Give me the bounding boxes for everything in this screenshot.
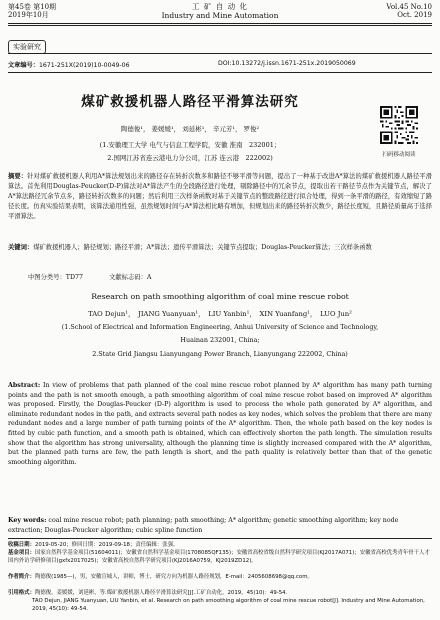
keywords-en-label: Key words: xyxy=(8,517,47,524)
artno-rule xyxy=(8,72,432,73)
header-rule xyxy=(8,23,432,24)
abstract-cn-label: 摘要： xyxy=(8,173,28,180)
paper-title-cn: 煤矿救援机器人路径平滑算法研究 xyxy=(81,94,299,110)
section-rule xyxy=(8,53,432,54)
clc-number: 中图分类号：TD77 xyxy=(28,274,84,281)
footnote-rule xyxy=(8,538,432,539)
abstract-cn xyxy=(8,172,432,222)
qr-code-icon xyxy=(380,106,418,144)
article-number: 文章编号：1671-251X(2019)10-0049-06 DOI:10.13272/j.issn.1671-251x.2019050069 xyxy=(8,60,356,69)
authors-en: TAO Dejun¹， JIANG Yuanyuan¹， LIU Yanbin¹， XIN Yuanfang¹， LUO Jun² xyxy=(88,310,352,318)
footnote-funding: 基金项目：国家自然科学基金项目(51604011)；安徽省自然科学基金项目(1708085QF135)；安徽省高校省级自然科学研究项目(KJ2017A071)；安徽省高校优秀青年骨干人才国内外访学研修项目(gxfx2017025)；安徽省高校自然科学研究项目(KJ2016A0759，KJ2019ZD12)。 xyxy=(8,550,430,564)
page-header xyxy=(0,0,440,22)
footnote-citation-en: TAO Dejun, JIANG Yuanyuan, LIU Yanbin, et al. Research on path smoothing algorithm of coal mine rescue robot[J]. Industry and Mine Automation, 2019, 45(10): 49-54. xyxy=(32,598,425,612)
abstract-en-text: In view of problems that path planned of the coal mine rescue robot planned by A* algorithm has many path turning points and the path is not smooth enough, a path smoothing algorithm of coal mine rescue robot based on improved A* algorithm was proposed. Firstly, the Douglas-Peucker (D-P) algorithm is used to process the whole path generated by A* algorithm, and eliminate redundant nodes in the path, and extracts several path nodes as key nodes, which solves the problem that there are many redundant nodes and a large number of path turning points of the A* algorithm. Then, the whole path based on the key nodes is fitted by cubic path function, and a smooth path is obtained, which can effectively shorten the path length. The simulation results show that the algorithm has strong universality, although the planning time is slightly increased compared with the A* algorithm, but the planned path turns are few, the path length is short, and the path quality is relatively better than that of the genetic smoothing algorithm. xyxy=(8,382,432,466)
document-code: 文献标志码：A xyxy=(109,274,152,281)
volume-cn: 第45卷 第10期 xyxy=(8,3,57,11)
date-en: Oct. 2019 xyxy=(397,11,432,19)
header-left xyxy=(8,3,56,19)
section-badge: 实验研究 xyxy=(8,40,46,54)
header-rule-2 xyxy=(8,25,432,26)
affiliation-cn-2: 2.国网江苏省连云港电力分公司，江苏 连云港 222002) xyxy=(107,154,273,162)
keywords-en-text: coal mine rescue robot; path planning; path smoothing; A* algorithm; genetic smoothing algorithm; key node extraction; Douglas-Peucker algorithm; cubic spline function xyxy=(8,517,399,534)
keywords-en xyxy=(8,516,432,535)
abstract-cn-text: 针对煤矿救援机器人利用A*算法规划出来的路径存在转折次数多和路径不够平滑等问题，提出了一种基于改进A*算法的煤矿救援机器人路径平滑算法。首先利用Douglas-Peucker(D-P)算法对A*算法产生的全段路径进行处理，剔除路径中的冗余节点，提取出若干路径节点作为关键节点，解决了A*算法路径冗余节点多，路径转折次数多的问题；然后利用三次样条函数对基于关键节点的整段路径进行拟合处理，得到一条平滑的路径，有效缩短了路径长度。仿真实验结果表明，该算法通用性强，虽然规划时间与A*算法相比略有增加，但规划出来的路径转折次数少，路径长度短，且路径质量高于选择平滑算法。 xyxy=(8,173,432,220)
keywords-cn-text: 煤矿救援机器人；路径规划；路径平滑；A*算法；遗传平滑算法；关键节点提取；Douglas-Peucker算法；三次样条函数 xyxy=(33,244,372,251)
footnote-author: 作者简介：陶德俊(1985—)，男，安徽宣城人，讲师，博士，研究方向为机器人路径规划，E-mail：2405608698@qq.com。 xyxy=(8,574,313,580)
footnote-received: 收稿日期：2019-05-20；修回日期：2019-09-18；责任编辑：张强。 xyxy=(8,542,179,548)
journal-name-en: Industry and Mine Automation xyxy=(161,11,279,20)
abstract-en xyxy=(8,381,432,467)
authors-cn: 陶德俊¹， 姜媛媛¹， 刘延彬¹， 辛元芳¹， 罗俊² xyxy=(120,125,260,133)
volume-en: Vol.45 No.10 xyxy=(386,3,432,11)
keywords-cn-label: 关键词： xyxy=(8,244,34,251)
header-center xyxy=(120,2,320,20)
abstract-en-label: Abstract: xyxy=(8,382,41,389)
affiliation-en-1: (1.School of Electrical and Information Engineering, Anhui University of Science and Technology, xyxy=(61,323,379,331)
classification xyxy=(28,272,175,281)
paper-title-en: Research on path smoothing algorithm of coal mine rescue robot xyxy=(91,292,349,301)
doi: DOI:10.13272/j.issn.1671-251x.2019050069 xyxy=(218,60,356,67)
header-right xyxy=(386,3,432,19)
affiliation-en-2: Huainan 232001, China; xyxy=(180,336,260,344)
journal-name-cn: 工 矿 自 动 化 xyxy=(191,2,249,11)
keywords-cn xyxy=(8,243,432,253)
date-cn: 2019年10月 xyxy=(8,11,49,19)
affiliation-en-3: 2.State Grid Jiangsu Lianyungang Power Branch, Lianyungang 222002, China) xyxy=(92,350,348,358)
qr-caption: 扫码移动阅读 xyxy=(382,152,416,158)
affiliation-cn-1: (1.安徽理工大学 电气与信息工程学院，安徽 淮南 232001； xyxy=(99,141,281,149)
footnote-citation-cn: 引用格式：陶德俊，姜媛媛，刘延彬，等.煤矿救援机器人路径平滑算法研究[J].工矿自动化，2019，45(10)：49-54. xyxy=(8,590,288,596)
